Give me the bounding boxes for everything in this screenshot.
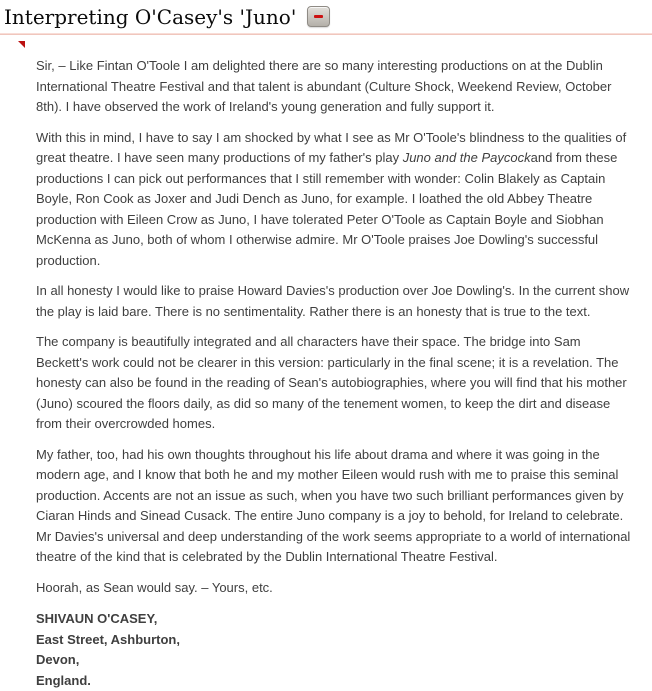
letter-paragraph — [36, 445, 636, 568]
red-corner-triangle-icon — [18, 41, 25, 48]
letter-paragraph — [36, 281, 636, 322]
signature-line: East Street, Ashburton, — [36, 630, 636, 651]
signature-line: SHIVAUN O'CASEY, — [36, 609, 636, 630]
paragraph-text: and from these productions I can pick out performances that I still remember with wonder: Colin Blakely as Captain Boyle, Ron Cook as Joxer and Judi Dench as Juno, for example. I loathed the old Abbey Theatre production with Eileen Crow as Juno, I have tolerated Peter O'Toole as Captain Boyle and Siobhan McKenna as Juno, both of whom I otherwise admire. Mr O'Toole praises Joe Dowling's successful production. — [36, 150, 617, 268]
letter-paragraph — [36, 332, 636, 435]
collapse-article-button[interactable] — [307, 6, 330, 27]
page-title: Interpreting O'Casey's 'Juno' — [4, 5, 296, 29]
signature-line: England. — [36, 671, 636, 691]
paragraph-text: My father, too, had his own thoughts throughout his life about drama and where it was going in the modern age, and I know that both he and my mother Eileen would rush with me to praise this seminal production. Accents are not an issue as such, when you have two such brilliant performances given by Ciaran Hinds and Sinead Cusack. The entire Juno company is a joy to behold, for Ireland to celebrate. Mr Davies's universal and deep understanding of the work seems appropriate to a world of international theatre of the kind that is celebrated by the Dublin International Theatre Festival. — [36, 447, 630, 565]
paragraph-text: The company is beautifully integrated and all characters have their space. The bridge into Sam Beckett's work could not be clearer in this version: particularly in the final scene; it is a revelation. The honesty can also be found in the reading of Sean's autobiographies, where you will find that his mother (Juno) scoured the floors daily, as did so many of the tenement women, to keep the dirt and disease from their overcrowded homes. — [36, 334, 627, 431]
play-title-italic: Juno and the Paycock — [403, 150, 531, 165]
letter-paragraph — [36, 578, 636, 599]
signature-line: Devon, — [36, 650, 636, 671]
letter-paragraph — [36, 128, 636, 272]
signature-block — [0, 608, 652, 691]
article-header — [0, 0, 652, 29]
paragraph-text: In all honesty I would like to praise Howard Davies's production over Joe Dowling's. In the current show the play is laid bare. There is no sentimentality. Rather there is an honesty that is true to the text. — [36, 283, 629, 319]
paragraph-text: Hoorah, as Sean would say. – Yours, etc. — [36, 580, 273, 595]
title-divider — [0, 33, 652, 35]
letter-body — [0, 48, 652, 598]
minus-icon — [314, 15, 323, 18]
paragraph-text: With this in mind, I have to say I am shocked by what I see as Mr O'Toole's blindness to the qualities of great theatre. I have seen many productions of my father's play — [36, 130, 626, 166]
letter-paragraph — [36, 56, 636, 118]
paragraph-text: Sir, – Like Fintan O'Toole I am delighted there are so many interesting productions on at the Dublin International Theatre Festival and that talent is abundant (Culture Shock, Weekend Review, October 8th). I have observed the work of Ireland's young generation and fully support it. — [36, 58, 611, 114]
